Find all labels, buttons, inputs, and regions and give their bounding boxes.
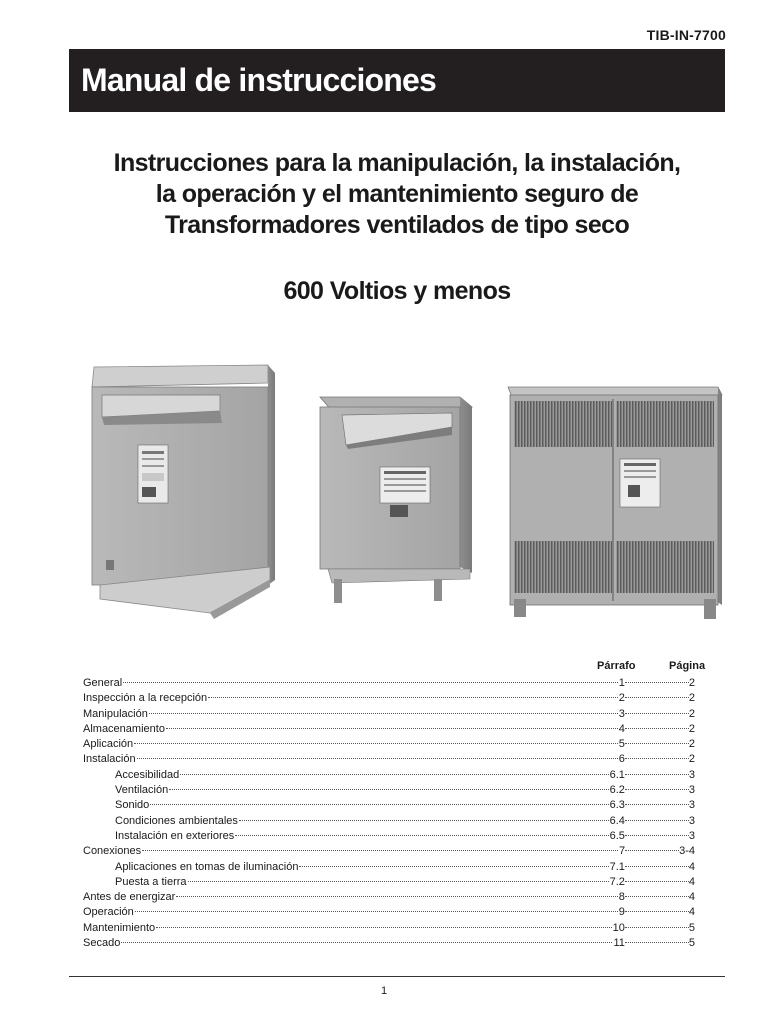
toc-entry-paragraph: 8 [618, 891, 625, 904]
toc-entry-page: 5 [688, 921, 695, 934]
toc-leader [625, 850, 679, 851]
toc-entry-page: 5 [688, 937, 695, 950]
toc-leader [625, 866, 689, 867]
toc-leader [625, 789, 689, 790]
toc-entry-page: 3 [688, 829, 695, 842]
toc-entry-page: 2 [688, 692, 695, 705]
toc-leader [166, 728, 618, 729]
toc-entry-title: Operación [83, 906, 134, 919]
toc-entry-page: 4 [688, 875, 695, 888]
toc-entry-paragraph: 6.4 [609, 814, 625, 827]
toc-leader [299, 866, 608, 867]
toc-leader [625, 682, 689, 683]
toc-entry-page: 2 [688, 722, 695, 735]
transformer-photos [80, 355, 730, 630]
toc-entry-title: Manipulación [83, 707, 148, 720]
transformer-ventilated-photo [508, 387, 722, 619]
toc-entry-title: Almacenamiento [83, 722, 165, 735]
toc-leader [176, 896, 617, 897]
toc-entry [83, 691, 695, 706]
toc-entry-paragraph: 9 [618, 906, 625, 919]
toc-entry-page: 2 [688, 707, 695, 720]
toc-leader [169, 789, 608, 790]
toc-entry [83, 722, 695, 737]
toc-entry [83, 921, 695, 936]
toc-entry-page: 3 [688, 814, 695, 827]
toc-leader [137, 758, 618, 759]
toc-leader [208, 697, 618, 698]
title-line: Transformadores ventilados de tipo seco [164, 211, 630, 239]
document-id: TIB-IN-7700 [646, 27, 726, 43]
toc-entry-title: General [83, 677, 123, 689]
toc-entry-page: 2 [688, 738, 695, 751]
table-of-contents [83, 676, 695, 951]
toc-entry-title: Antes de energizar [83, 891, 176, 904]
toc-entry [83, 860, 695, 875]
toc-leader [625, 804, 689, 805]
toc-leader [625, 713, 689, 714]
toc-entry-paragraph: 7 [618, 845, 626, 858]
toc-entry [83, 798, 695, 813]
toc-entry-paragraph: 5 [618, 738, 625, 751]
toc-leader [156, 927, 611, 928]
toc-entry [83, 936, 695, 951]
toc-entry [83, 875, 695, 890]
toc-leader [134, 743, 618, 744]
toc-leader [625, 911, 689, 912]
toc-leader [149, 713, 618, 714]
toc-entry-title: Puesta a tierra [115, 875, 187, 888]
toc-entry-title: Instalación en exteriores [115, 829, 235, 842]
toc-leader [135, 911, 618, 912]
toc-entry [83, 752, 695, 767]
toc-entry-page: 3 [688, 784, 695, 797]
toc-leader [188, 881, 609, 882]
toc-entry-title: Aplicación [83, 738, 134, 751]
toc-leader [180, 774, 608, 775]
toc-entry-paragraph: 7.1 [609, 860, 625, 873]
transformer-large-photo [92, 365, 275, 619]
toc-entry-title: Conexiones [83, 845, 142, 858]
toc-entry [83, 890, 695, 905]
toc-leader [625, 743, 689, 744]
toc-entry-paragraph: 11 [613, 937, 625, 950]
toc-entry [83, 905, 695, 920]
toc-entry-paragraph: 4 [618, 722, 625, 735]
toc-entry-page: 4 [688, 860, 695, 873]
toc-entry-page: 3 [688, 768, 695, 781]
toc-leader [142, 850, 618, 851]
toc-entry-title: Ventilación [115, 784, 169, 797]
toc-entry [83, 814, 695, 829]
toc-leader [625, 697, 689, 698]
toc-entry-page: 2 [688, 677, 695, 689]
toc-leader [239, 820, 609, 821]
toc-leader [625, 881, 689, 882]
toc-entry-title: Accesibilidad [115, 768, 180, 781]
voltage-subtitle: 600 Voltios y menos [283, 277, 511, 305]
toc-entry-page: 4 [688, 891, 695, 904]
toc-leader [123, 682, 618, 683]
toc-entry [83, 829, 695, 844]
toc-entry-page: 3-4 [679, 845, 695, 858]
toc-leader [625, 758, 689, 759]
toc-entry [83, 844, 695, 859]
toc-entry [83, 676, 695, 691]
toc-leader [625, 820, 689, 821]
toc-entry [83, 768, 695, 783]
toc-page-header: Página [669, 660, 706, 672]
toc-entry-title: Secado [83, 937, 121, 950]
toc-leader [150, 804, 608, 805]
toc-entry [83, 737, 695, 752]
document-title [69, 148, 725, 241]
toc-leader [625, 927, 689, 928]
toc-entry-page: 2 [688, 753, 695, 766]
toc-entry-paragraph: 2 [618, 692, 625, 705]
toc-entry-paragraph: 1 [618, 677, 625, 689]
toc-entry-paragraph: 6.2 [609, 784, 625, 797]
toc-entry-title: Condiciones ambientales [115, 814, 238, 827]
toc-entry-paragraph: 6 [618, 753, 625, 766]
toc-leader [625, 896, 689, 897]
toc-entry-title: Mantenimiento [83, 921, 156, 934]
toc-entry-paragraph: 6.5 [609, 829, 625, 842]
banner-title: Manual de instrucciones [81, 62, 437, 98]
toc-entry [83, 707, 695, 722]
title-line: Instrucciones para la manipulación, la instalación, [113, 149, 681, 177]
title-line: la operación y el mantenimiento seguro de [155, 180, 639, 208]
toc-entry-title: Inspección a la recepción [83, 692, 208, 705]
toc-leader [121, 942, 612, 943]
toc-entry-paragraph: 6.1 [609, 768, 625, 781]
toc-entry-paragraph: 3 [618, 707, 625, 720]
toc-leader [625, 942, 689, 943]
page-number: 1 [380, 985, 388, 997]
transformer-medium-photo [320, 397, 472, 603]
toc-leader [625, 835, 689, 836]
title-banner [69, 49, 725, 112]
toc-entry-page: 4 [688, 906, 695, 919]
toc-entry-title: Sonido [115, 799, 150, 812]
toc-entry-title: Aplicaciones en tomas de iluminación [115, 860, 299, 873]
toc-entry-paragraph: 6.3 [609, 799, 625, 812]
toc-leader [625, 774, 689, 775]
footer-divider [69, 976, 725, 977]
toc-entry-page: 3 [688, 799, 695, 812]
toc-entry-paragraph: 10 [612, 921, 625, 934]
toc-entry [83, 783, 695, 798]
toc-entry-title: Instalación [83, 753, 136, 766]
toc-leader [235, 835, 608, 836]
toc-paragraph-header: Párrafo [597, 660, 636, 672]
toc-leader [625, 728, 689, 729]
toc-entry-paragraph: 7.2 [609, 875, 625, 888]
